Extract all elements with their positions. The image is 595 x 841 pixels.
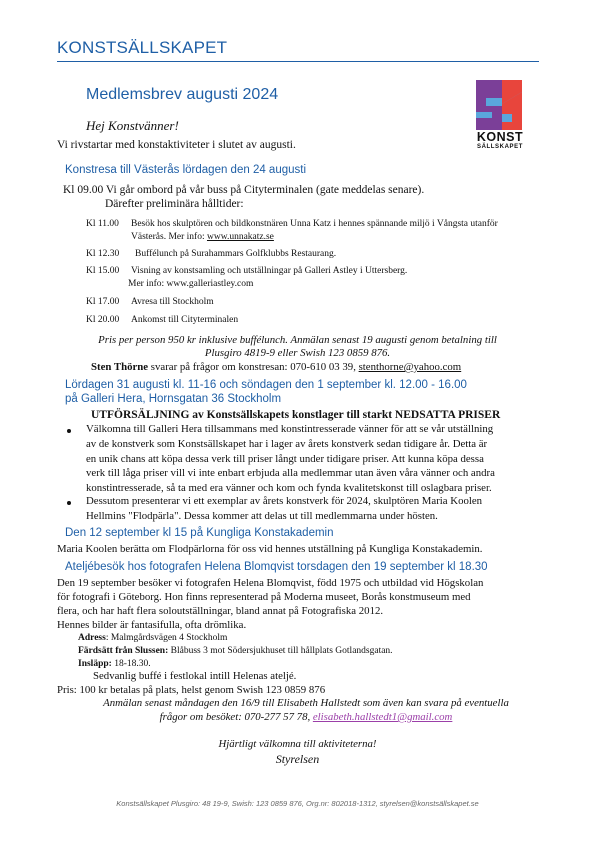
sale-bullet1-line: Välkomna till Galleri Hera tillsammans med konstintresserade vänner för att se vår utställning [86,423,494,435]
trip-price-line2: Plusgiro 4819-9 eller Swish 123 0859 876. [204,347,391,359]
logo-text [472,131,528,151]
studio-text-line: för fotografi i Göteborg. Hon finns representerad på Moderna museet, Borås konstmuseum med [57,591,471,603]
sale-bullet1-line: en unik chans att köpa dessa verk till priser långt under tidigare priser. Att kunna köpa dessa [86,453,484,465]
stop-desc: Visning av konstsamling och utställningar på Galleri Astley i Uttersberg. [131,266,408,276]
studio-text-line: flera, och har haft flera soloutställningar, bland annat på Fotografiska 2012. [57,605,384,617]
sale-bullet1-line: av de konstverk som Konstsällskapet har i lager av årets konstverk sedan tidigare år. Detta är [86,438,488,450]
studio-signup-line1: Anmälan senast måndagen den 16/9 till Elisabeth Hallstedt som även kan svara på eventuella [103,697,509,709]
studio-text-line: Hennes bilder är fantasifulla, ofta drömlika. [57,619,247,631]
intro-text: Vi rivstartar med konstaktiviteter i slutet av augusti. [57,139,296,151]
studio-signup-line2 [40,711,572,723]
signup-text: frågor om besöket: 070-277 57 78, [159,711,313,723]
stop-desc: Ankomst till Cityterminalen [131,315,239,325]
stop-desc-cont [131,232,274,242]
address-value: : Malmgårdsvägen 4 Stockholm [105,633,228,643]
header-divider [57,61,539,62]
studio-price: Pris: 100 kr betalas på plats, helst genom Swish 123 0859 876 [57,684,326,696]
logo-text-main: KONST [476,130,524,144]
sale-bullet2-line: Dessutom presenterar vi ett exemplar av årets konstverk för 2024, skulptören Maria Koolen [86,495,483,507]
newsletter-title: Medlemsbrev augusti 2024 [86,86,279,103]
stop-time: Kl 11.00 [86,219,119,229]
sten-email-link[interactable]: stenthorne@yahoo.com [358,361,462,373]
stop-desc-cont: Mer info: www.galleriastley.com [128,279,254,289]
footer: Konstsällskapet Plusgiro: 48 19-9, Swish: 123 0859 876, Org.nr: 802018-1312, styrelsen@konstsällskapet.se [116,799,479,808]
elisabeth-email-link[interactable]: elisabeth.hallstedt1@gmail.com [312,711,453,723]
closing-signature: Styrelsen [275,752,320,766]
greeting: Hej Konstvänner! [86,118,179,133]
studio-travel [78,646,393,656]
studio-entry [78,659,151,669]
stop-time: Kl 17.00 [86,297,120,307]
sale-heading-line2: på Galleri Hera, Hornsgatan 36 Stockholm [65,393,282,405]
sale-heading-line1: Lördagen 31 augusti kl. 11-16 och söndagen den 1 september kl. 12.00 - 16.00 [65,379,467,391]
sale-bullet1-line: konstintresserade, så ta med era vänner och kom och fynda kvalitetskonst till oslagbara priser. [86,482,492,494]
sale-bullet2-line: Hellmins "Flodpärla". Dessa kommer att delas ut till medlemmarna under hösten. [86,510,438,522]
stop-time: Kl 20.00 [86,315,120,325]
trip-heading: Konstresa till Västerås lördagen den 24 augusti [65,164,307,176]
trip-price-line1: Pris per person 950 kr inklusive buffélunch. Anmälan senast 19 augusti genom betalning till [98,334,497,346]
trip-departure: Kl 09.00 Vi går ombord på vår buss på Cityterminalen (gate meddelas senare). [63,184,425,196]
stop-desc-text: Västerås. Mer info: [131,232,207,242]
travel-label: Färdsätt från Slussen: [78,646,169,656]
page-title: KONSTSÄLLSKAPET [57,38,228,57]
bullet-icon [67,429,71,433]
closing-welcome: Hjärtligt välkomna till aktiviteterna! [218,738,377,750]
studio-buffet: Sedvanlig buffé i festlokal intill Helenas ateljé. [93,670,297,682]
academy-heading: Den 12 september kl 15 på Kungliga Konstakademin [65,527,334,539]
stop-desc: Besök hos skulptören och bildkonstnären Unna Katz i hennes spännande miljö i Vångsta utanför [131,219,498,229]
address-label: Adress [78,633,106,643]
studio-heading: Ateljébesök hos fotografen Helena Blomqvist torsdagen den 19 september kl 18.30 [65,561,488,573]
unnakatz-link[interactable]: www.unnakatz.se [206,232,274,242]
trip-contact-text: svarar på frågor om konstresan: 070-610 03 39, [148,361,359,373]
stop-desc: Buffélunch på Surahammars Golfklubbs Restaurang. [135,249,337,259]
studio-text-line: Den 19 september besöker vi fotografen Helena Blomqvist, född 1975 och utbildad vid Högskolan [57,577,484,589]
stop-time: Kl 15.00 [86,266,120,276]
trip-contact [91,361,461,373]
entry-value: 18-18.30. [111,659,151,669]
entry-label: Insläpp: [78,659,112,669]
trip-contact-name: Sten Thörne [91,361,149,373]
sale-title: UTFÖRSÄLJNING av Konstsällskapets konstlager till starkt NEDSATTA PRISER [91,409,501,421]
stop-desc: Avresa till Stockholm [131,297,214,307]
logo-text-sub: SÄLLSKAPET [476,144,523,150]
stop-time: Kl 12.30 [86,249,120,259]
studio-address [78,633,227,643]
trip-prelim: Därefter preliminära hålltider: [105,198,244,210]
sale-bullet1-line: verk till låga priser vill vi inte enbart erbjuda alla medlemmar utan även våra vänner och andra [86,467,495,479]
travel-value: Blåbuss 3 mot Södersjukhuset till hållplats Gotlandsgatan. [168,646,393,656]
academy-text: Maria Koolen berätta om Flodpärlorna för oss vid hennes utställning på Kungliga Konstakademin. [57,543,483,555]
bullet-icon [67,501,71,505]
